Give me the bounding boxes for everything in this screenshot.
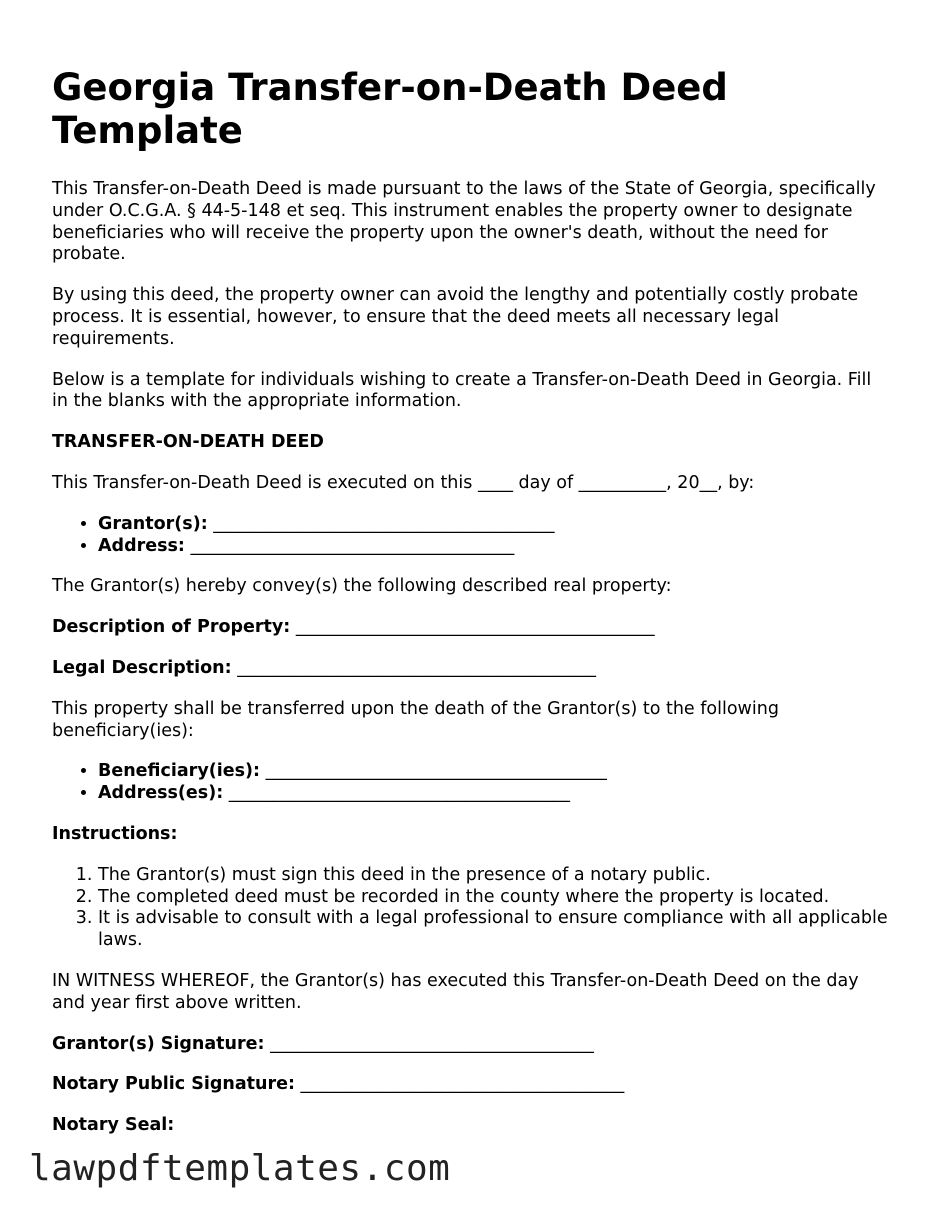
executed-line: This Transfer-on-Death Deed is executed on this ____ day of __________, 20__, by: — [52, 472, 755, 493]
field-label: Address: — [98, 535, 185, 556]
field-blank: _____________________________________ — [190, 535, 515, 556]
grantor-address-field — [98, 536, 892, 558]
field-label: Address(es): — [98, 783, 224, 804]
beneficiary-address-field — [98, 783, 892, 805]
field-blank: _______________________________________ — [265, 761, 607, 782]
field-blank: _____________________________________ — [270, 1033, 594, 1054]
field-label: Grantor(s): — [98, 513, 208, 534]
beneficiary-field — [98, 761, 892, 783]
convey-line: The Grantor(s) hereby convey(s) the following described real property: — [52, 576, 672, 597]
grantor-field — [98, 514, 892, 536]
deed-heading: TRANSFER-ON-DEATH DEED — [52, 432, 324, 453]
field-label: Notary Public Signature: — [52, 1074, 295, 1095]
description-of-property-field — [52, 617, 892, 639]
field-label: Legal Description: — [52, 657, 232, 678]
intro-paragraph-3: Below is a template for individuals wishing to create a Transfer-on-Death Deed in Georgia. Fill in the blanks with the appropriate information. — [52, 369, 872, 412]
beneficiary-list — [52, 761, 892, 805]
notary-seal-label: Notary Seal: — [52, 1115, 175, 1136]
field-label: Description of Property: — [52, 617, 291, 638]
document-page — [52, 66, 892, 1156]
field-blank: _______________________________________ — [213, 513, 555, 534]
field-label: Grantor(s) Signature: — [52, 1033, 265, 1054]
legal-description-field — [52, 658, 892, 680]
field-blank: _________________________________________ — [295, 617, 655, 638]
notary-signature-field — [52, 1074, 892, 1096]
instructions-heading: Instructions: — [52, 823, 178, 844]
instruction-item: 3. It is advisable to consult with a legal professional to ensure compliance with all applicable laws. — [98, 908, 892, 952]
field-blank: _____________________________________ — [300, 1074, 625, 1095]
grantor-signature-field — [52, 1034, 892, 1056]
field-blank: _________________________________________ — [237, 657, 596, 678]
transfer-line: This property shall be transferred upon the death of the Grantor(s) to the following beneficiary(ies): — [52, 698, 779, 741]
intro-paragraph-1: This Transfer-on-Death Deed is made pursuant to the laws of the State of Georgia, specifically under O.C.G.A. § 44-5-148 et seq. This instrument enables the property owner to designate beneficiaries who will receive the property upon the owner's death, without the need for probate. — [52, 179, 876, 265]
intro-paragraph-2: By using this deed, the property owner can avoid the lengthy and potentially costly probate process. It is essential, however, to ensure that the deed meets all necessary legal requirements. — [52, 285, 859, 349]
field-label: Beneficiary(ies): — [98, 761, 261, 782]
witness-line: IN WITNESS WHEREOF, the Grantor(s) has executed this Transfer-on-Death Deed on the day and year first above written. — [52, 970, 859, 1013]
instructions-list — [52, 865, 892, 952]
grantor-list — [52, 514, 892, 558]
instruction-item: 1. The Grantor(s) must sign this deed in the presence of a notary public. — [98, 865, 892, 887]
instruction-item: 2. The completed deed must be recorded in the county where the property is located. — [98, 887, 892, 909]
watermark: lawpdftemplates.com — [29, 1148, 451, 1189]
field-blank: _______________________________________ — [228, 783, 571, 804]
page-title: Georgia Transfer-on-Death Deed Template — [52, 66, 728, 152]
